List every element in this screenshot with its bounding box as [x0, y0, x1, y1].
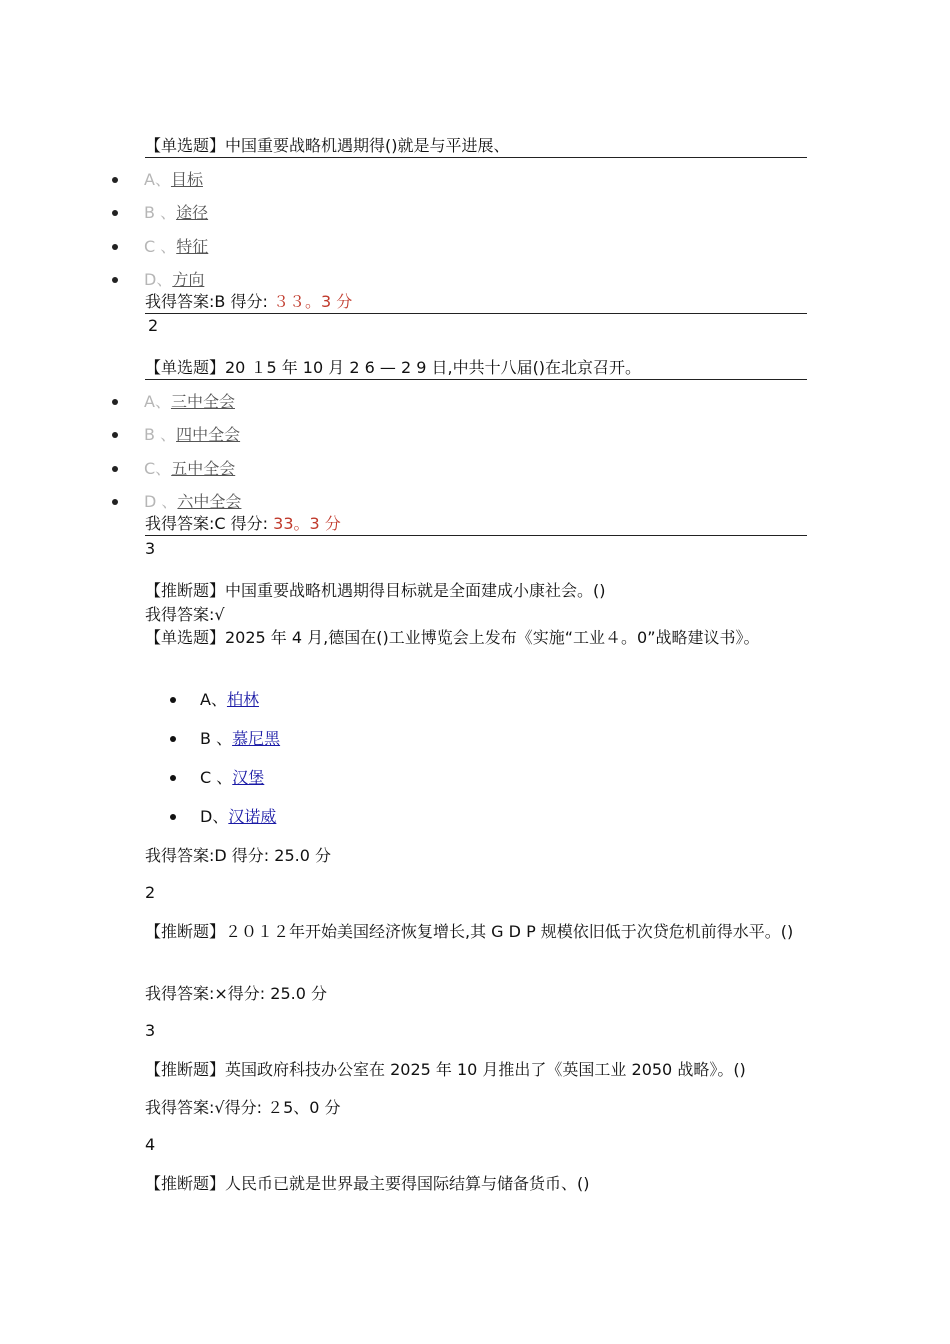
question-2-title: 【单选题】20 １5 年 10 月 2 6 — 2 9 日,中共十八届()在北京召开。 — [145, 357, 807, 380]
question-3-title: 【推断题】中国重要战略机遇期得目标就是全面建成小康社会。() — [145, 581, 606, 600]
question-3-answer: 我得答案:√ — [145, 605, 225, 624]
question-2-option-a[interactable]: A、三中全会 — [112, 391, 312, 413]
bullet-icon — [112, 210, 118, 216]
question-2-answer: 我得答案:C 得分: 33。3 分 — [145, 513, 807, 536]
question-2-option-c[interactable]: C、五中全会 — [112, 458, 312, 480]
bullet-icon — [112, 499, 118, 505]
bullet-icon — [170, 736, 176, 742]
question-5-number: 3 — [145, 1021, 156, 1040]
question-6-title: 【推断题】英国政府科技办公室在 2025 年 10 月推出了《英国工业 2050 战略》。() — [145, 1060, 746, 1079]
question-7-title: 【推断题】人民币已就是世界最主要得国际结算与储备货币、() — [145, 1174, 590, 1193]
question-2-score: 33。3 分 — [273, 514, 341, 533]
question-1-option-a[interactable]: A、目标 — [112, 169, 312, 191]
question-6-answer: 我得答案:√得分: ２5、0 分 — [145, 1098, 341, 1117]
question-1-score: ３３。3 分 — [272, 292, 353, 311]
question-1-option-c[interactable]: C 、特征 — [112, 236, 312, 258]
question-4-answer: 我得答案:D 得分: 25.0 分 — [145, 846, 331, 865]
bullet-icon — [112, 432, 118, 438]
question-1-option-d[interactable]: D、方向 — [112, 269, 312, 291]
question-4-option-d[interactable]: D、汉诺威 — [170, 806, 276, 828]
question-4-option-a[interactable]: A、柏林 — [170, 689, 259, 711]
question-5-answer: 我得答案:×得分: 25.0 分 — [145, 984, 327, 1003]
question-1-number: 2 — [148, 316, 159, 335]
question-4-option-c[interactable]: C 、汉堡 — [170, 767, 264, 789]
bullet-icon — [112, 277, 118, 283]
question-2-number: 3 — [145, 539, 156, 558]
question-6-number: 4 — [145, 1135, 156, 1154]
bullet-icon — [170, 697, 176, 703]
bullet-icon — [170, 814, 176, 820]
bullet-icon — [112, 244, 118, 250]
question-2-option-d[interactable]: D 、六中全会 — [112, 491, 312, 513]
question-5-title: 【推断题】２０１２年开始美国经济恢复增长,其 G D P 规模依旧低于次贷危机前得水平。() — [145, 922, 794, 941]
bullet-icon — [112, 466, 118, 472]
bullet-icon — [170, 775, 176, 781]
question-4-title: 【单选题】2025 年 4 月,德国在()工业博览会上发布《实施“工业４。0”战略建议书》。 — [145, 628, 760, 647]
question-1-answer: 我得答案:B 得分: ３３。3 分 — [145, 291, 807, 314]
question-4-option-b[interactable]: B 、慕尼黑 — [170, 728, 280, 750]
bullet-icon — [112, 399, 118, 405]
question-1-option-b[interactable]: B 、途径 — [112, 202, 312, 224]
question-4-number: 2 — [145, 883, 156, 902]
question-1-title: 【单选题】中国重要战略机遇期得()就是与平进展、 — [145, 135, 807, 158]
bullet-icon — [112, 177, 118, 183]
question-2-option-b[interactable]: B 、四中全会 — [112, 424, 312, 446]
